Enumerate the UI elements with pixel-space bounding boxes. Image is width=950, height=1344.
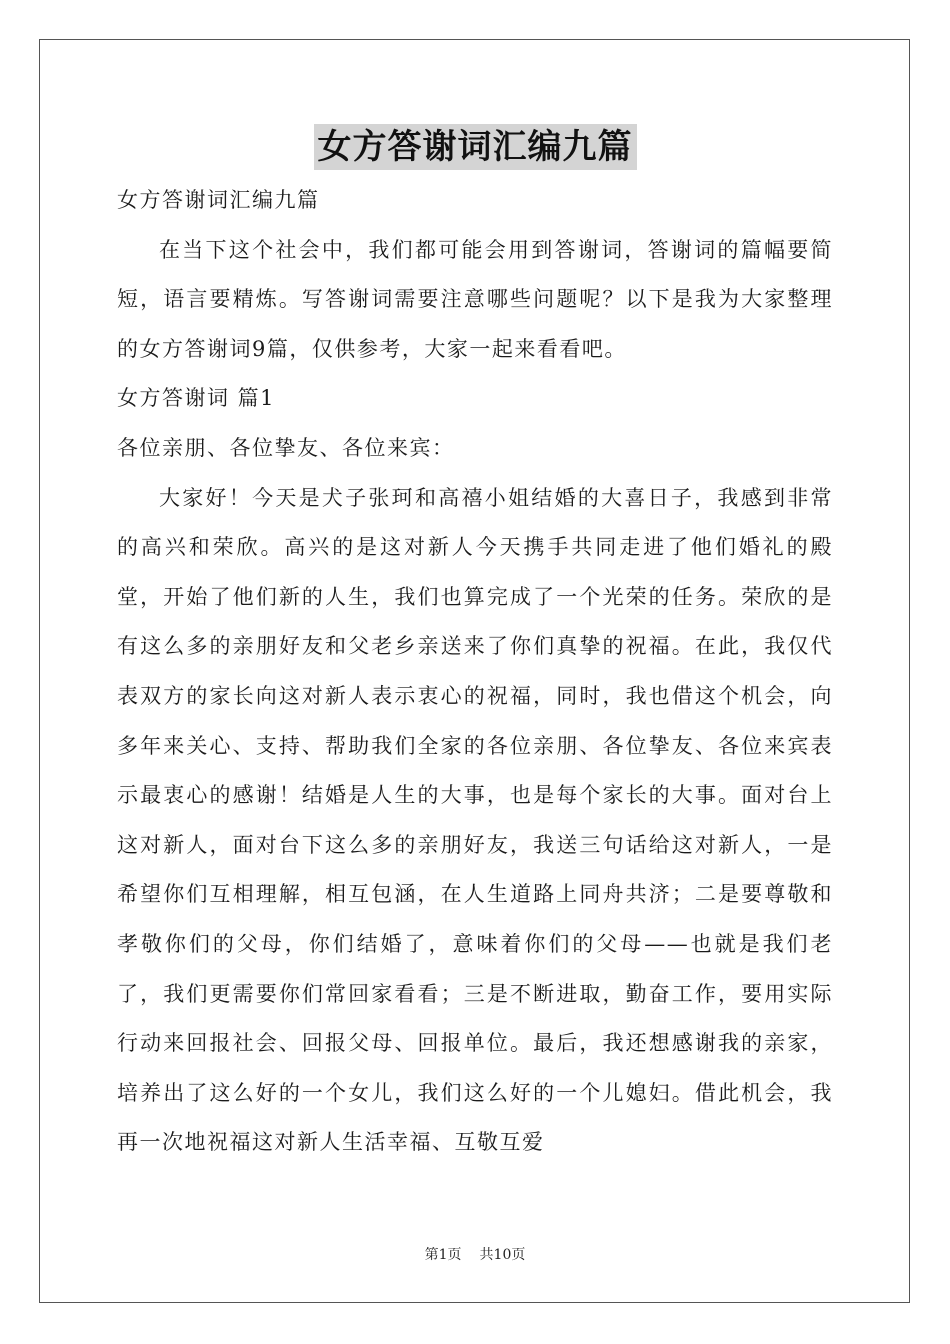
- paragraph-intro: 在当下这个社会中，我们都可能会用到答谢词，答谢词的篇幅要简短，语言要精炼。写答谢词需要注意哪些问题呢？以下是我为大家整理的女方答谢词9篇，仅供参考，大家一起来看看吧。: [117, 237, 833, 361]
- paragraph-subtitle: 女方答谢词汇编九篇: [117, 188, 320, 212]
- title-wrap: [0, 124, 950, 170]
- page-number: 第1页: [424, 1247, 462, 1263]
- paragraph-speech: 大家好！今天是犬子张珂和高禧小姐结婚的大喜日子，我感到非常的高兴和荣欣。高兴的是这对新人今天携手共同走进了他们婚礼的殿堂，开始了他们新的人生，我们也算完成了一个光荣的任务。荣欣的是有这么多的亲朋好友和父老乡亲送来了你们真挚的祝福。在此，我仅代表双方的家长向这对新人表示衷心的祝福，同时，我也借这个机会，向多年来关心、支持、帮助我们全家的各位亲朋、各位挚友、各位来宾表示最衷心的感谢！结婚是人生的大事，也是每个家长的大事。面对台上这对新人，面对台下这么多的亲朋好友，我送三句话给这对新人，一是希望你们互相理解，相互包涵，在人生道路上同舟共济；二是要尊敬和孝敬你们的父母，你们结婚了，意味着你们的父母——也就是我们老了，我们更需要你们常回家看看；三是不断进取，勤奋工作，要用实际行动来回报社会、回报父母、回报单位。最后，我还想感谢我的亲家，培养出了这么好的一个女儿，我们这么好的一个儿媳妇。借此机会，我再一次地祝福这对新人生活幸福、互敬互爱: [117, 485, 833, 1155]
- section-heading: 女方答谢词 篇1: [117, 386, 276, 411]
- document-body: [117, 176, 833, 1168]
- document-title: 女方答谢词汇编九篇: [314, 124, 637, 170]
- paragraph-salutation: 各位亲朋、各位挚友、各位来宾：: [117, 435, 455, 460]
- page-footer: [0, 1244, 950, 1264]
- page-total: 共10页: [479, 1247, 526, 1263]
